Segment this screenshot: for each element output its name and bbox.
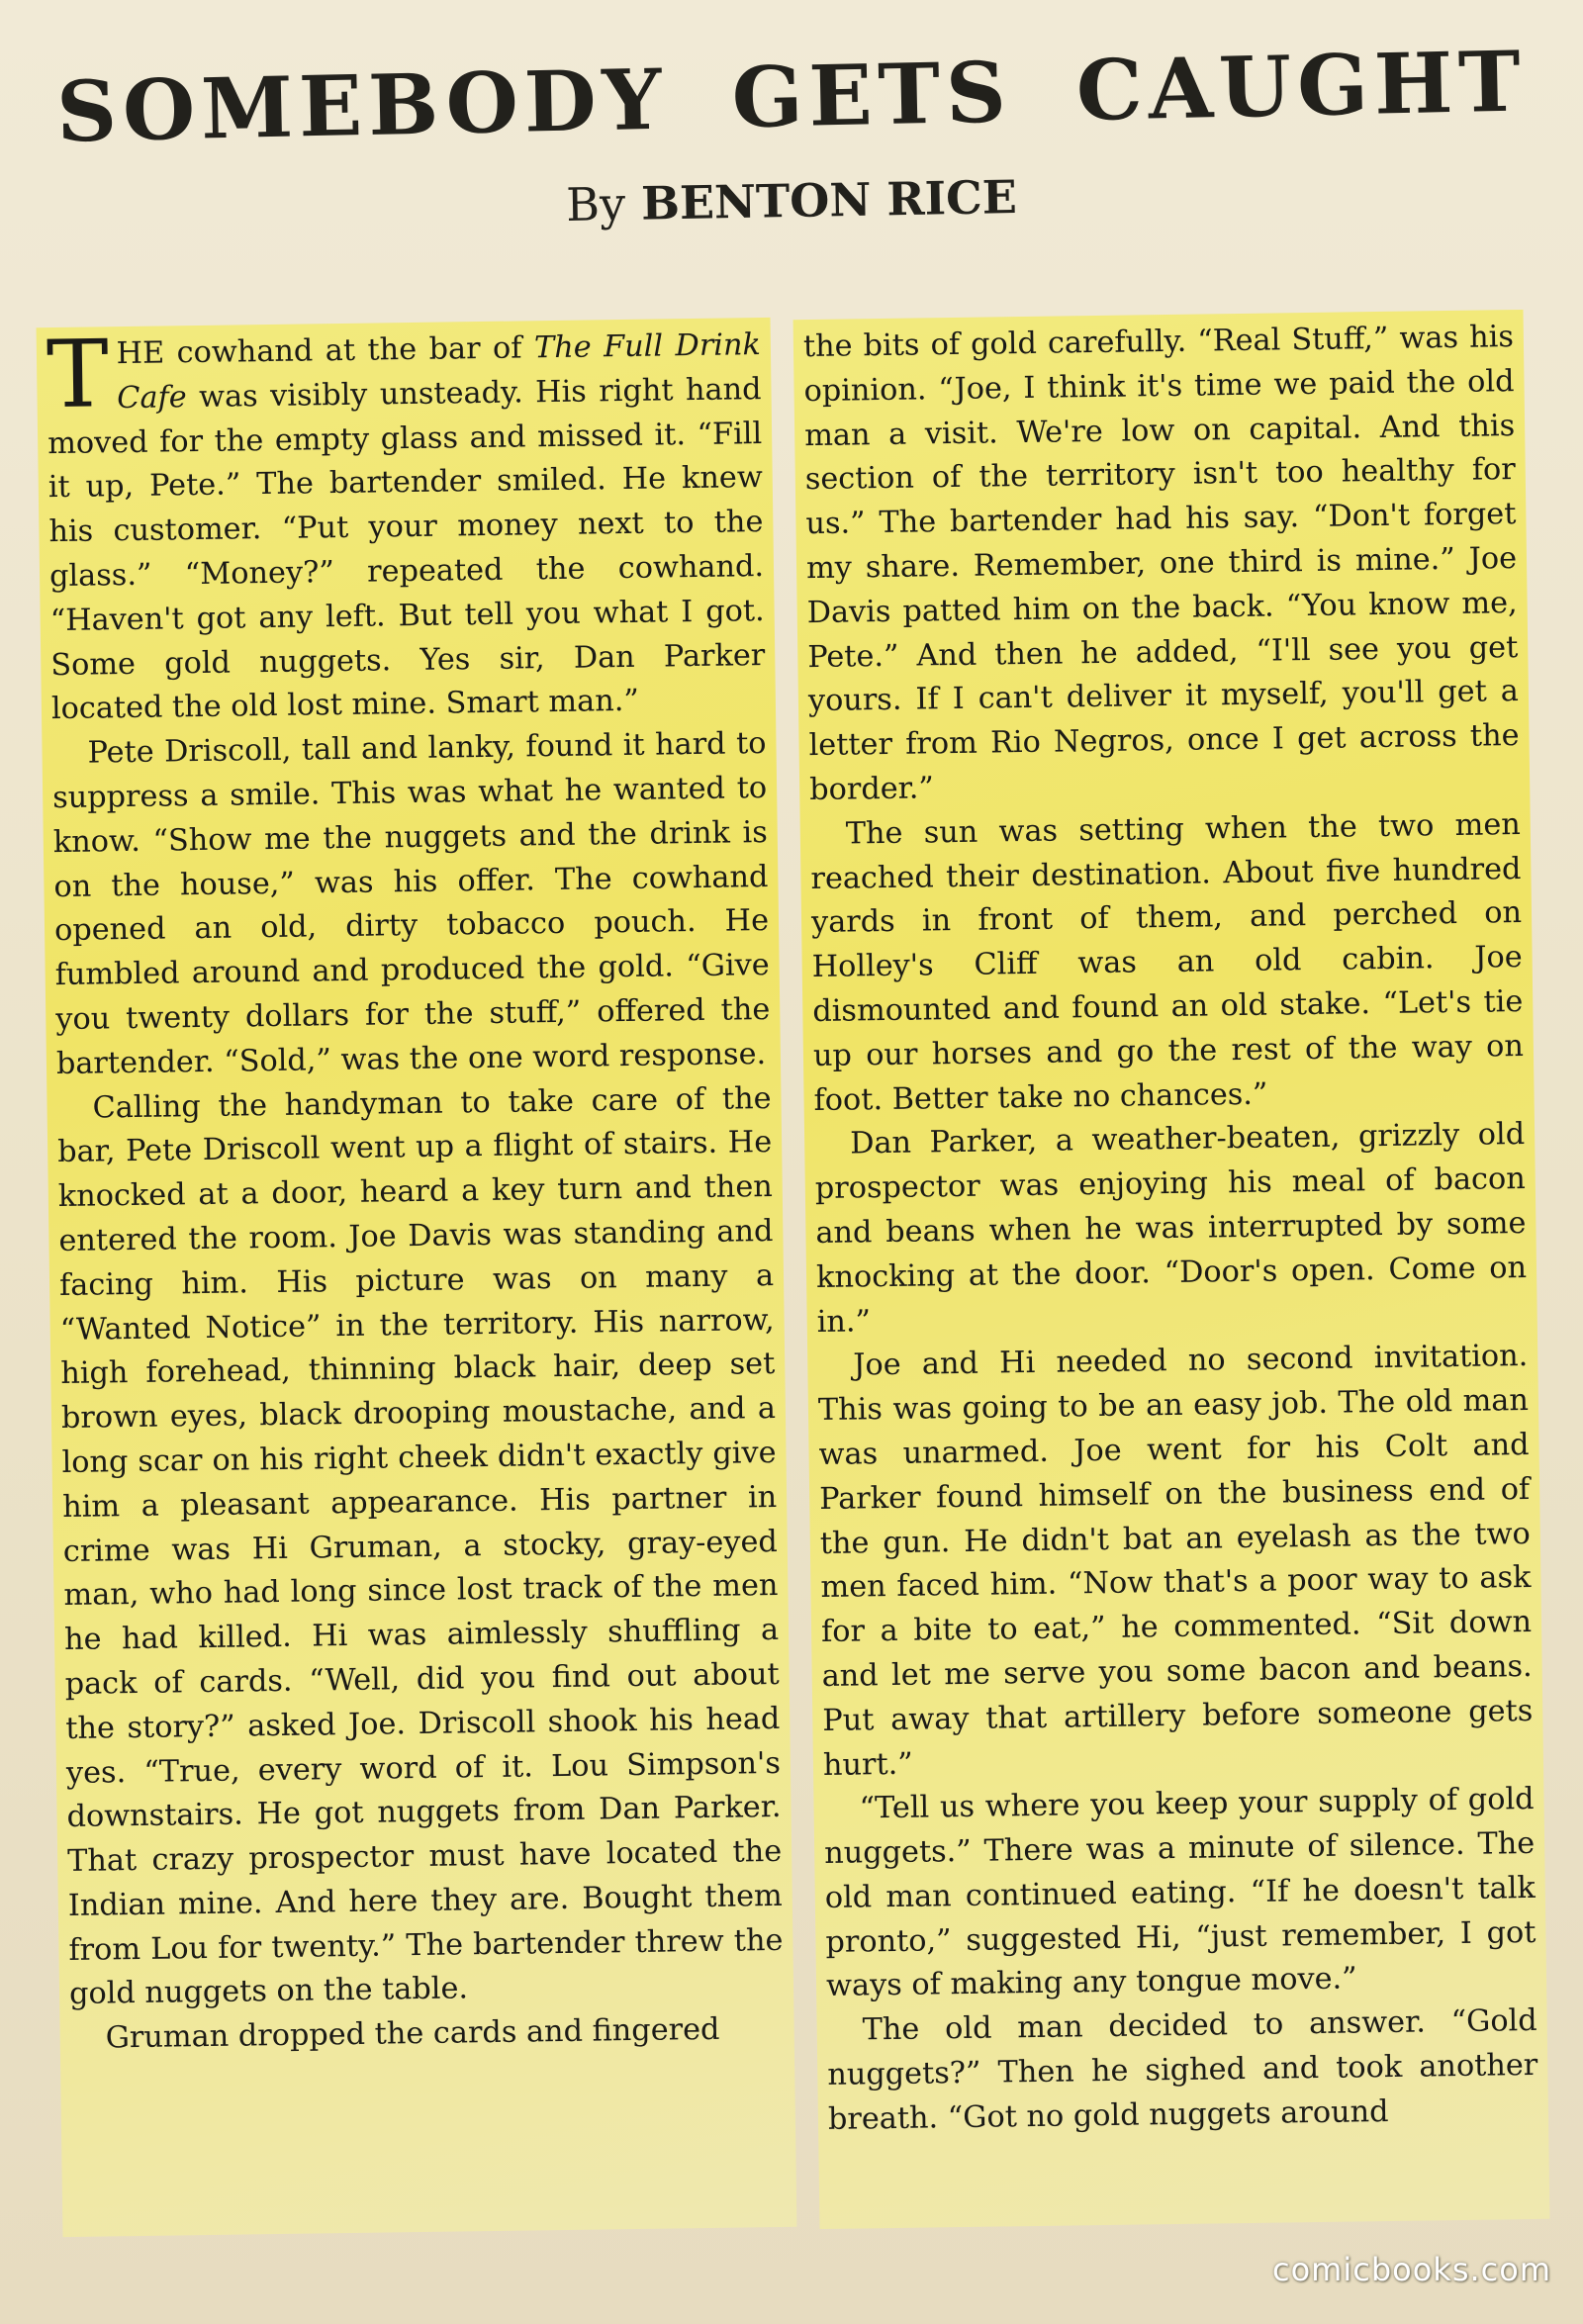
paragraph-text: HE cowhand at the bar of [116, 330, 535, 372]
byline [0, 160, 1583, 241]
paragraph [46, 321, 767, 732]
author-name: BENTON RICE [640, 170, 1018, 231]
paragraph: Calling the handyman to take care of the bar, Pete Driscoll went up a flight of stairs. He knocked at a door, heard a key turn and then entered the room. Joe Davis was standing and facing him. His picture was on many a “Wanted Notice” in the territory. His narrow, high forehead, thinning black hair, deep set brown eyes, black drooping moustache, and a long scar on his right cheek didn't exactly give him a pleasant appearance. His partner in crime was Hi Gruman, a stocky, gray-eyed man, who had long since lost track of the men he had killed. Hi was aimlessly shuffling a pack of cards. “Well, did you find out about the story?” asked Joe. Driscoll shook his head yes. “True, every word of it. Lou Simpson's downstairs. He got nuggets from Dan Parker. That crazy prospector must have located the Indian mine. And here they are. Bought them from Lou for twenty.” The bartender threw the gold nuggets on the table. [56, 1080, 784, 2012]
paragraph: Joe and Hi needed no second invitation. This was going to be an easy job. The old man was unarmed. Joe went for his Colt and Parker found himself on the business end of the gun. He didn't bat an eyelash as the two men faced him. “Now that's a poor way to ask for a bite to eat,” he commented. “Sit down and let me serve you some bacon and beans. Put away that artillery before someone gets hurt.” [817, 1339, 1534, 1783]
paragraph: Pete Driscoll, tall and lanky, found it hard to suppress a smile. This was what he wanted to know. “Show me the nuggets and the drink is on the house,” was his offer. The cowhand opened an old, dirty tobacco pouch. He fumbled around and produced the gold. “Give you twenty dollars for the stuff,” offered the bartender. “Sold,” was the one word response. [51, 726, 771, 1081]
byline-prefix: By [565, 176, 626, 232]
paragraph: “Tell us where you keep your supply of gold nuggets.” There was a minute of silence. The old man continued eating. “If he doesn't talk pronto,” suggested Hi, “just remember, I got ways of making any tongue move.” [823, 1782, 1536, 2004]
paragraph: the bits of gold carefully. “Real Stuff,” was his opinion. “Joe, I think it's time we paid the old man a visit. We're low on capital. And this section of the territory isn't too healthy for us.” The bartender had his say. “Don't forget my share. Remember, one third is mine.” Joe Davis patted him on the back. “You know me, Pete.” And then he added, “I'll see you get yours. If I can't deliver it myself, you'll get a letter from Rio Negros, once I get across the border.” [802, 320, 1520, 808]
site-watermark: comicbooks.com [1271, 2251, 1551, 2288]
cafe-name: The Full Drink Cafe [117, 327, 762, 416]
paragraph: The sun was setting when the two men reached their destination. About five hundred yards in front of them, and perched on Holley's Cliff was an old cabin. Joe dismounted and found an old stake. “Let's tie up our horses and go the rest of the way on foot. Better take no chances.” [810, 806, 1525, 1118]
paragraph: Gruman dropped the cards and fingered [105, 2012, 720, 2056]
paragraph: The old man decided to answer. “Gold nuggets?” Then he sighed and took another breath. “Got no gold nuggets around [827, 2003, 1538, 2137]
paragraph-text: was visibly unsteady. His right hand moved for the empty glass and missed it. “Fill it up, Pete.” The bartender smiled. He knew his customer. “Put your money next to the glass.” “Money?” repeated the cowhand. “Haven't got any left. But tell you what I got. Some gold nuggets. Yes sir, Dan Parker located the old lost mine. Smart man.” [47, 371, 766, 727]
drop-cap: T [46, 321, 110, 430]
story-title: SOMEBODY GETS CAUGHT [55, 32, 1528, 161]
text-column-left [37, 318, 797, 2237]
text-column-right [793, 310, 1550, 2229]
paragraph: Dan Parker, a weather-beaten, grizzly old prospector was enjoying his meal of bacon and beans when he was interrupted by some knocking at the door. “Door's open. Come on in.” [814, 1117, 1528, 1340]
